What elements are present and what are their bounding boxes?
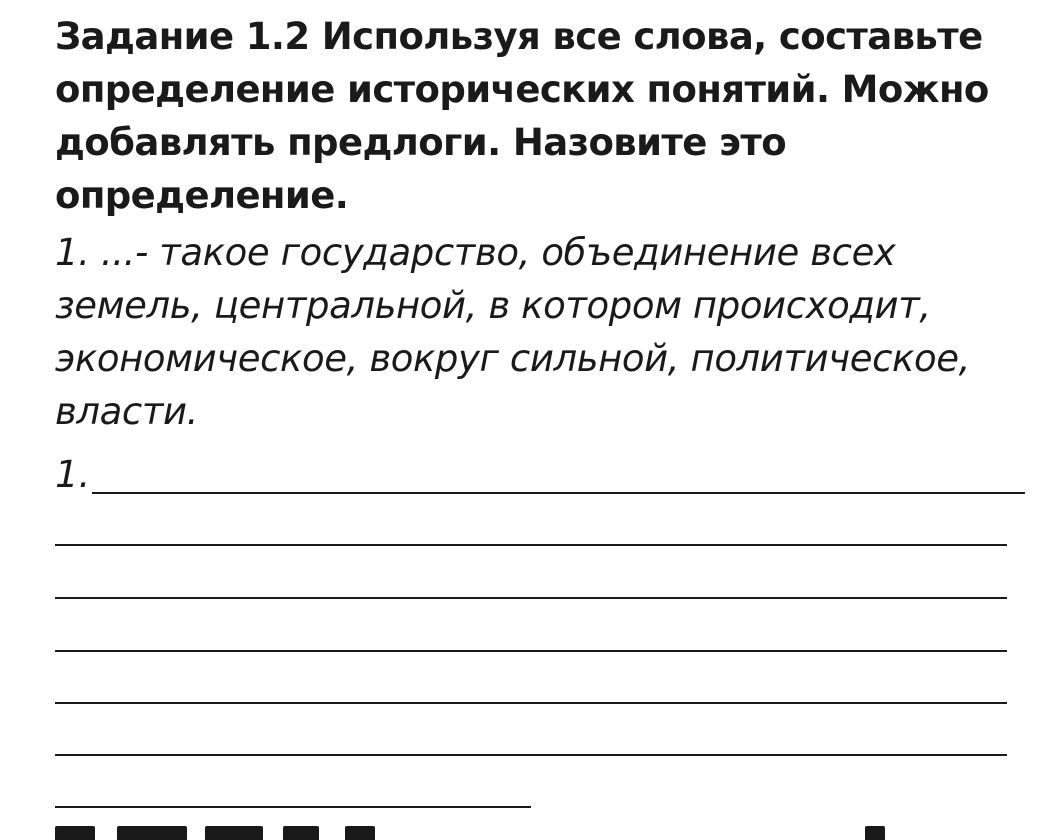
answer-rule <box>55 702 1007 704</box>
answer-number: 1. <box>55 453 91 496</box>
next-task-cut-off-text <box>55 826 955 840</box>
answer-rule <box>55 754 1007 756</box>
task-item-text: 1. ...- такое государство, объединение всех земель, центральной, в котором происходит, экономическое, вокруг сильной, политическое, власти. <box>55 231 970 433</box>
answer-rule <box>55 650 1007 652</box>
task-title: Задание 1.2 Используя все слова, составьте определение исторических понятий. Можно добавлять предлоги. Назовите это определение. <box>55 15 989 217</box>
answer-rule <box>92 492 1025 494</box>
answer-rule <box>55 806 531 808</box>
answer-line-numbered <box>55 448 1025 501</box>
answer-rule <box>55 544 1007 546</box>
answer-rule <box>55 597 1007 599</box>
